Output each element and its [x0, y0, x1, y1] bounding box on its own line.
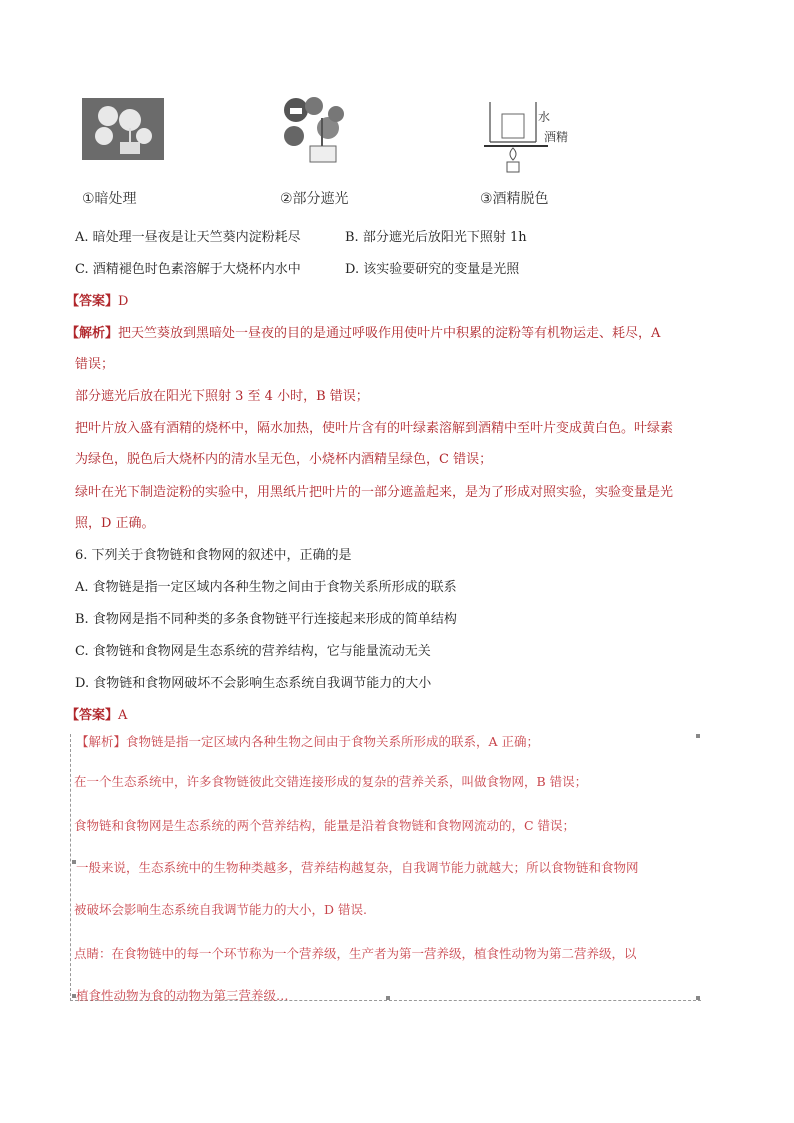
q6-option-b: B. 食物网是指不同种类的多条食物链平行连接起来形成的简单结构 — [75, 612, 457, 627]
box-corner-marker — [696, 734, 700, 738]
q5-analysis-line-2: 错误； — [75, 357, 115, 372]
q5-analysis-line-3: 部分遮光后放在阳光下照射 3 至 4 小时，B 错误； — [75, 389, 369, 404]
answer-tag: 【答案】 — [66, 708, 119, 723]
option-b: B. 部分遮光后放阳光下照射 1h — [345, 230, 527, 245]
option-c: C. 酒精褪色时色素溶解于大烧杯内水中 — [75, 262, 301, 277]
q5-analysis-line-1: 【解析】把天竺葵放到黑暗处一昼夜的目的是通过呼吸作用使叶片中积累的淀粉等有机物运走、耗尽，A — [66, 326, 661, 341]
q5-analysis-line-6: 绿叶在光下制造淀粉的实验中，用黑纸片把叶片的一部分遮盖起来，是为了形成对照实验，实验变量是光 — [75, 485, 674, 500]
dark-box-plant-image — [82, 98, 164, 160]
alcohol-label: 酒精 — [544, 130, 569, 144]
q5-answer — [66, 292, 128, 312]
q5-analysis-line-7: 照，D 正确。 — [75, 516, 155, 531]
q6-analysis-line-6: 点睛：在食物链中的每一个环节称为一个营养级，生产者为第一营养级，植食性动物为第二营养级，以 — [74, 946, 637, 961]
answer-tag: 【答案】 — [66, 294, 119, 309]
shaded-plant-image — [274, 96, 354, 166]
figure-partial-shading — [274, 96, 354, 207]
q6-analysis-line-7: 植食性动物为食的动物为第三营养级… — [76, 988, 289, 1003]
box-corner-marker — [386, 996, 390, 1000]
q6-analysis-line-3: 食物链和食物网是生态系统的两个营养结构，能量是沿着食物链和食物网流动的，C 错误； — [74, 818, 576, 833]
q6-analysis-line-1: 【解析】食物链是指一定区域内各种生物之间由于食物关系所形成的联系，A 正确； — [76, 734, 540, 749]
analysis-tag: 【解析】 — [66, 326, 119, 341]
q6-stem: 6. 下列关于食物链和食物网的叙述中，正确的是 — [75, 548, 352, 563]
water-label: 水 — [538, 110, 551, 124]
option-a: A. 暗处理一昼夜是让天竺葵内淀粉耗尽 — [75, 230, 301, 245]
box-corner-marker — [696, 996, 700, 1000]
q6-answer — [66, 706, 127, 726]
q5-analysis-line-4: 把叶片放入盛有酒精的烧杯中，隔水加热，使叶片含有的叶绿素溶解到酒精中至叶片变成黄白色。叶绿素 — [75, 421, 674, 436]
q6-option-c: C. 食物链和食物网是生态系统的营养结构，它与能量流动无关 — [75, 644, 431, 659]
q5-analysis-line-5: 为绿色，脱色后大烧杯内的清水呈无色，小烧杯内酒精呈绿色，C 错误； — [75, 452, 493, 467]
q6-option-a: A. 食物链是指一定区域内各种生物之间由于食物关系所形成的联系 — [75, 580, 457, 595]
answer-value: A — [118, 708, 128, 723]
answer-value: D — [118, 294, 129, 309]
figure-caption: ③酒精脱色 — [480, 191, 549, 207]
q6-analysis-line-2: 在一个生态系统中，许多食物链彼此交错连接形成的复杂的营养关系，叫做食物网，B 错误； — [74, 774, 588, 789]
figure-alcohol-decolor — [480, 102, 569, 207]
experiment-figures — [78, 98, 618, 210]
figure-caption: ②部分遮光 — [280, 191, 349, 207]
q6-option-d: D. 食物链和食物网破坏不会影响生态系统自我调节能力的大小 — [75, 676, 432, 691]
figure-caption: ①暗处理 — [82, 191, 137, 207]
q6-analysis-line-4: 一般来说，生态系统中的生物种类越多，营养结构越复杂，自我调节能力就越大；所以食物链和食物网 — [76, 860, 639, 875]
option-d: D. 该实验要研究的变量是光照 — [345, 262, 520, 277]
figure-dark-treatment — [82, 98, 164, 207]
q6-analysis-line-5: 被破坏会影响生态系统自我调节能力的大小，D 错误. — [74, 902, 367, 917]
